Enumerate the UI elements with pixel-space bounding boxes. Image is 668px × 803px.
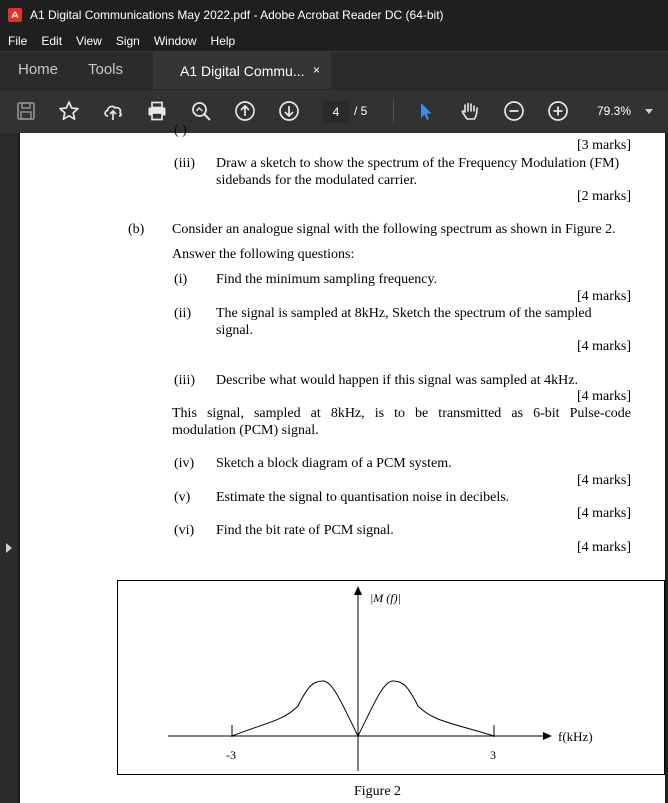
toolbar	[0, 89, 668, 133]
upload-icon[interactable]	[101, 99, 125, 123]
menu-bar	[0, 30, 668, 51]
zoom-search-icon[interactable]	[189, 99, 213, 123]
marks-label: [3 marks]	[576, 138, 631, 153]
tick-label-right: 3	[490, 748, 496, 762]
menu-edit[interactable]: Edit	[41, 33, 63, 48]
tick-label-left: -3	[226, 748, 236, 762]
page-down-icon[interactable]	[277, 99, 301, 123]
tab-home[interactable]: Home	[18, 61, 59, 78]
question-text: Describe what would happen if this signal was sampled at 4kHz.	[216, 373, 578, 388]
page-up-icon[interactable]	[233, 99, 257, 123]
menu-file[interactable]: File	[8, 33, 28, 48]
y-axis-label: |M (f)|	[370, 591, 401, 605]
part-label: (b)	[128, 222, 145, 237]
marks-label: [2 marks]	[576, 189, 631, 204]
question-text: Draw a sketch to show the spectrum of the Frequency Modulation (FM)	[216, 156, 620, 171]
print-icon[interactable]	[145, 99, 169, 123]
question-text: Answer the following questions:	[172, 247, 355, 262]
acrobat-logo-icon	[8, 8, 22, 22]
spectrum-diagram	[118, 581, 666, 776]
question-text: modulation (PCM) signal.	[172, 423, 319, 438]
marks-label: [4 marks]	[576, 389, 631, 404]
left-panel-strip	[0, 133, 18, 803]
question-text: Consider an analogue signal with the following spectrum as shown in Figure 2.	[172, 222, 616, 237]
question-text: Estimate the signal to quantisation noise in decibels.	[216, 490, 510, 505]
y-axis-arrow	[354, 586, 362, 595]
menu-view[interactable]: View	[76, 33, 102, 48]
question-text: signal.	[216, 323, 253, 338]
marks-label: [4 marks]	[576, 289, 631, 304]
star-icon[interactable]	[57, 99, 81, 123]
question-text: Find the bit rate of PCM signal.	[216, 523, 394, 538]
page-total: / 5	[354, 104, 368, 118]
tab-bar	[0, 51, 668, 89]
item-number: (v)	[174, 490, 191, 505]
x-axis-label: f(kHz)	[558, 729, 593, 744]
spectrum-curve-negative	[232, 681, 358, 736]
marks-label: [4 marks]	[576, 506, 631, 521]
save-icon[interactable]	[14, 99, 38, 123]
select-cursor-icon[interactable]	[414, 99, 438, 123]
menu-sign[interactable]: Sign	[115, 33, 140, 48]
zoom-in-icon[interactable]	[546, 99, 570, 123]
zoom-out-icon[interactable]	[502, 99, 526, 123]
window-title: A1 Digital Communications May 2022.pdf - Adobe Acrobat Reader DC (64-bit)	[30, 8, 444, 22]
spectrum-curve-positive	[358, 681, 494, 736]
marks-label: [4 marks]	[576, 540, 631, 555]
title-bar	[0, 0, 668, 30]
zoom-level[interactable]: 79.3%	[597, 104, 632, 118]
menu-help[interactable]: Help	[210, 33, 236, 48]
tab-document-label: A1 Digital Commu...	[180, 63, 305, 79]
item-number: (iii)	[174, 156, 195, 171]
figure-2-box	[117, 580, 665, 775]
document-page	[20, 123, 665, 803]
item-number: (iii)	[174, 373, 195, 388]
close-tab-icon[interactable]: ×	[313, 63, 321, 77]
marks-label: [4 marks]	[576, 473, 631, 488]
item-number: (i)	[174, 272, 188, 287]
expand-panel-icon[interactable]	[6, 543, 12, 553]
question-text: sidebands for the modulated carrier.	[216, 173, 417, 188]
menu-window[interactable]: Window	[153, 33, 197, 48]
hand-icon[interactable]	[458, 99, 482, 123]
tab-document[interactable]	[153, 52, 331, 90]
page-number-input[interactable]: 4	[323, 101, 349, 123]
toolbar-divider	[393, 99, 394, 123]
figure-caption: Figure 2	[354, 784, 402, 799]
item-number: (ii)	[174, 306, 192, 321]
cut-off-item-number: ( )	[174, 123, 187, 138]
question-text: Sketch a block diagram of a PCM system.	[216, 456, 452, 471]
item-number: (vi)	[174, 523, 195, 538]
question-text: Find the minimum sampling frequency.	[216, 272, 438, 287]
x-axis-arrow	[543, 732, 552, 740]
tab-tools[interactable]: Tools	[88, 61, 124, 78]
question-text: This signal, sampled at 8kHz, is to be transmitted as 6-bit Pulse-code	[172, 406, 631, 421]
item-number: (iv)	[174, 456, 195, 471]
zoom-dropdown-icon[interactable]	[645, 109, 653, 114]
question-text: The signal is sampled at 8kHz, Sketch the spectrum of the sampled	[216, 306, 592, 321]
marks-label: [4 marks]	[576, 339, 631, 354]
